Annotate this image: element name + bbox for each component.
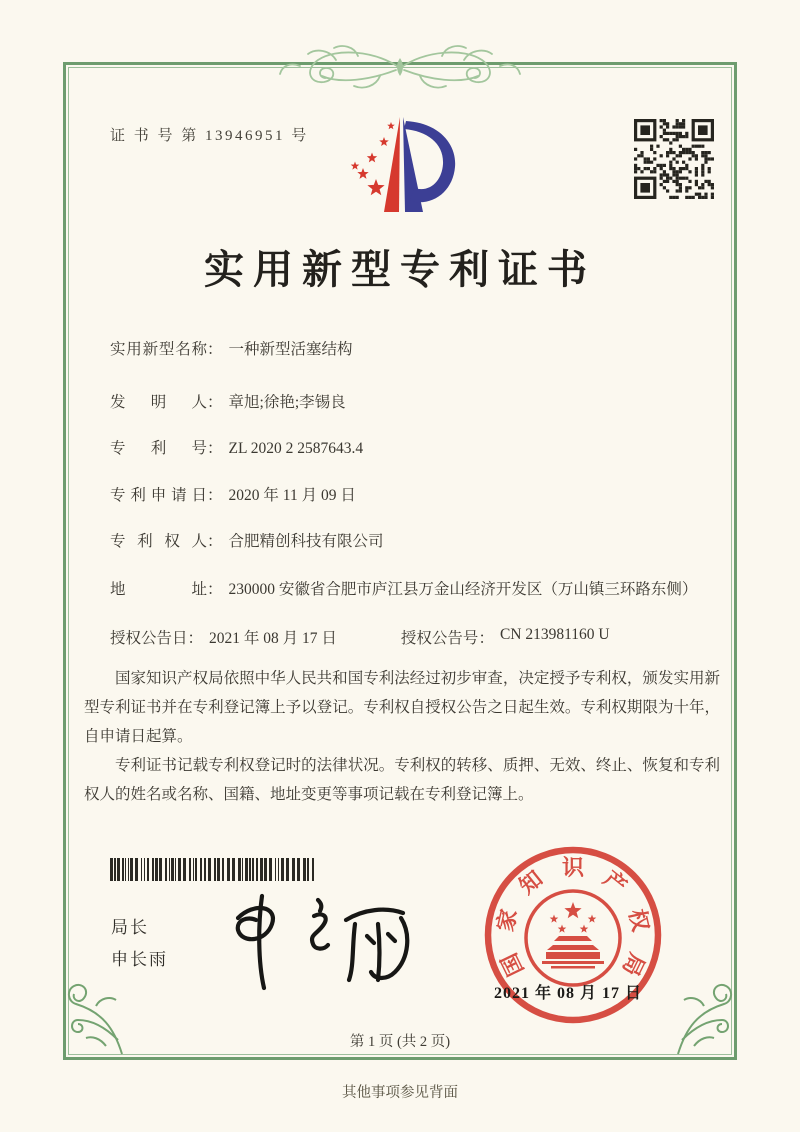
- field-label: 专利权人: [110, 533, 207, 550]
- field-patentee: 专利权人 ： 合肥精创科技有限公司: [110, 529, 696, 554]
- svg-text:知: 知: [514, 865, 548, 899]
- svg-text:国: 国: [496, 949, 529, 980]
- field-value: 合肥精创科技有限公司: [228, 533, 384, 550]
- certificate-title: 实用新型专利证书: [204, 247, 596, 292]
- field-inventors: 发明人 ： 章旭;徐艳;李锡良: [110, 390, 696, 415]
- handwritten-signature: [218, 888, 428, 996]
- seal-date: 2021 年 08 月 17 日: [494, 985, 643, 1002]
- field-label: 地址: [110, 581, 207, 598]
- commissioner-name: 申长雨: [111, 950, 168, 969]
- qr-code: [634, 119, 714, 199]
- svg-text:局: 局: [617, 949, 650, 980]
- field-value: 2020 年 11 月 09 日: [228, 487, 356, 504]
- legal-paragraph-2: 专利证书记载专利权登记时的法律状况。专利权的转移、质押、无效、终止、恢复和专利权人的姓名或名称、国籍、地址变更等事项记载在专利登记簿上。: [84, 757, 720, 803]
- back-side-note: 其他事项参见背面: [342, 1085, 458, 1101]
- seal-national-emblem: [526, 891, 620, 985]
- field-utility-model-name: 实用新型名称 ： 一种新型活塞结构: [110, 337, 696, 362]
- field-address: 地址 ： 230000 安徽省合肥市庐江县万金山经济开发区（万山镇三环路东侧）: [110, 577, 696, 602]
- field-value: 章旭;徐艳;李锡良: [228, 394, 346, 411]
- field-value: 230000 安徽省合肥市庐江县万金山经济开发区（万山镇三环路东侧）: [228, 581, 698, 598]
- svg-text:产: 产: [598, 865, 632, 899]
- page-number: 第 1 页 (共 2 页): [349, 1034, 451, 1050]
- logo-stars: [351, 122, 395, 195]
- top-ornament-flourish: [270, 36, 530, 94]
- field-grant-number: 授权公告号 ： CN 213981160 U: [400, 626, 610, 647]
- commissioner-title: 局长: [111, 918, 149, 937]
- field-label: 专利号: [110, 440, 207, 457]
- cnipa-logo: [343, 114, 465, 216]
- svg-text:识: 识: [561, 855, 585, 880]
- certificate-number: 证 书 号 第 13946951 号: [110, 128, 309, 144]
- field-label: 发明人: [110, 394, 207, 411]
- legal-paragraph-1: 国家知识产权局依照中华人民共和国专利法经过初步审查，决定授予专利权，颁发实用新型专利证书并在专利登记簿上予以登记。专利权自授权公告之日起生效。专利权期限为十年，自申请日起算。: [84, 670, 720, 745]
- field-value: 一种新型活塞结构: [228, 341, 353, 358]
- legal-text: [84, 664, 720, 809]
- field-label: 实用新型名称: [110, 341, 207, 358]
- field-value: ZL 2020 2 2587643.4: [228, 440, 364, 457]
- svg-text:家: 家: [492, 906, 522, 934]
- field-grant-date: 授权公告日 ： 2021 年 08 月 17 日: [110, 630, 337, 647]
- barcode: [110, 858, 315, 881]
- svg-text:权: 权: [624, 906, 654, 934]
- field-patent-number: 专利号 ： ZL 2020 2 2587643.4: [110, 436, 696, 461]
- field-application-date: 专利申请日 ： 2020 年 11 月 09 日: [110, 483, 696, 508]
- field-grant-row: [110, 626, 730, 648]
- field-label: 专利申请日: [110, 487, 207, 504]
